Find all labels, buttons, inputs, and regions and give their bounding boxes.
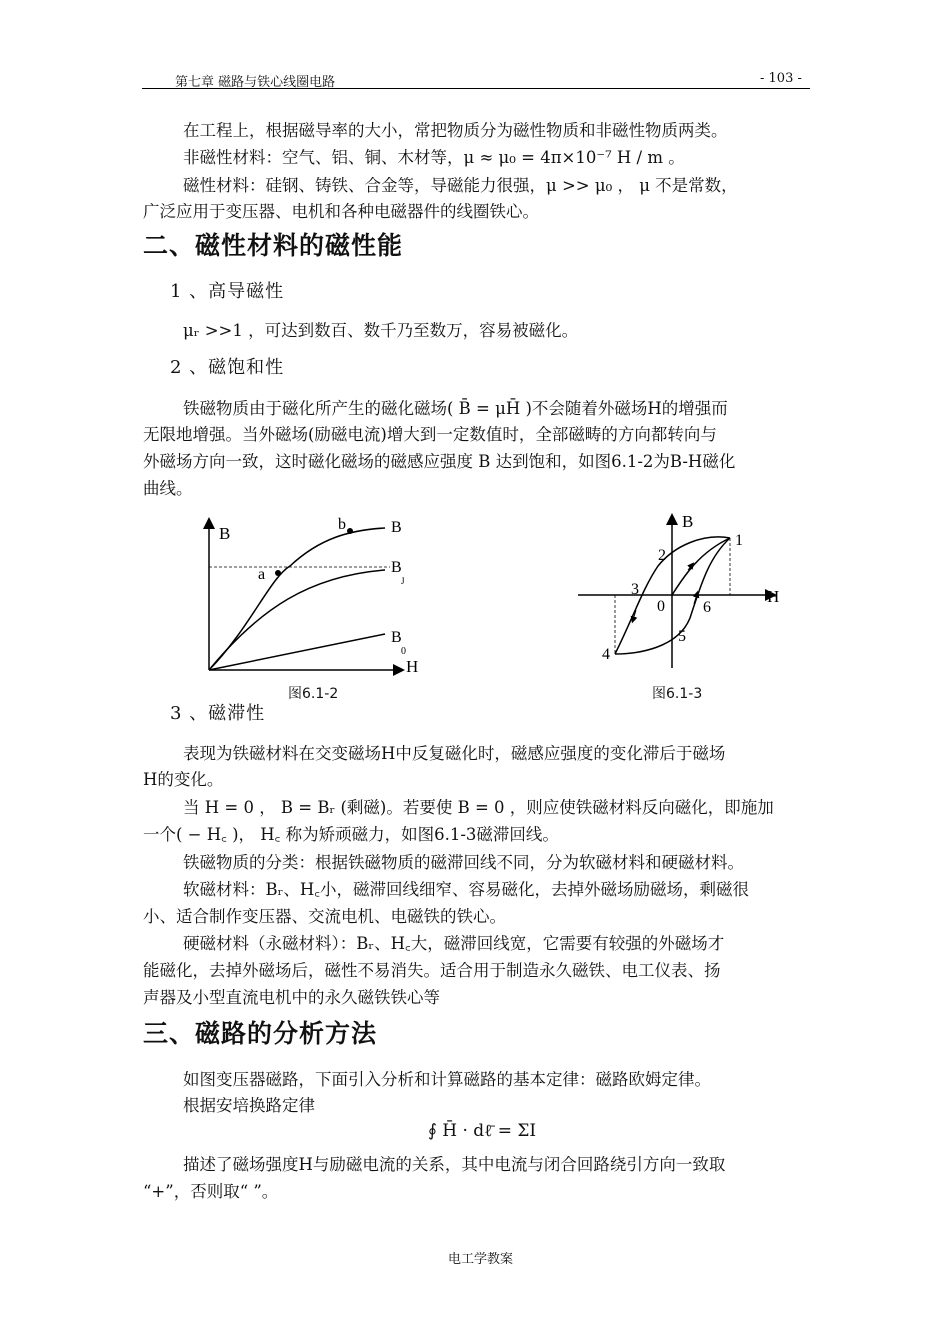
fig2-point-0: 0: [657, 598, 665, 615]
fig1-label-btop: B: [391, 519, 402, 536]
page-footer: 电工学教案: [448, 1252, 514, 1267]
fig1-label-bj-sub: J: [401, 576, 405, 586]
item-2-heading: 2 、磁饱和性: [170, 357, 285, 378]
fig1-curve-bj: [209, 570, 385, 670]
fig1-point-a: [275, 570, 281, 576]
item-3-line-7: 小、适合制作变压器、交流电机、电磁铁的铁心。: [143, 907, 506, 926]
item-1-heading: 1 、高导磁性: [170, 281, 285, 302]
figure-caption-6-1-3: 图6.1-3: [652, 686, 703, 702]
item-3-heading: 3 、磁滞性: [170, 703, 266, 724]
section-3-line-3: 描述了磁场强度H与励磁电流的关系，其中电流与闭合回路绕引方向一致取: [183, 1155, 726, 1174]
running-header-chapter: 第七章 磁路与铁心线圈电路: [175, 75, 336, 90]
item-3-line-1: 表现为铁磁材料在交变磁场H中反复磁化时，磁感应强度的变化滞后于磁场: [183, 744, 726, 763]
fig2-point-5: 5: [678, 628, 686, 645]
fig2-point-6: 6: [703, 599, 711, 616]
running-header-page-number: - 103 -: [760, 71, 802, 86]
item-2-line-3: 外磁场方向一致，这时磁化磁场的磁感应强度 B 达到饱和，如图6.1-2为B-H磁化: [143, 452, 736, 471]
item-2-line-1: 铁磁物质由于磁化所产生的磁化磁场( B̄ = μH̄ )不会随着外磁场H的增强而: [183, 399, 728, 418]
item-3-line-2: H的变化。: [143, 770, 224, 789]
section-2-heading: 二、磁性材料的磁性能: [143, 231, 404, 260]
section-3-heading: 三、磁路的分析方法: [143, 1019, 378, 1048]
fig1-label-a: a: [258, 566, 266, 583]
section-3-line-2: 根据安培换路定律: [183, 1096, 315, 1115]
fig2-y-label: B: [682, 512, 694, 531]
fig2-point-1: 1: [735, 532, 743, 549]
header-rule: [142, 88, 810, 89]
item-3-line-5: 铁磁物质的分类：根据铁磁物质的磁滞回线不同，分为软磁材料和硬磁材料。: [183, 853, 744, 872]
ampere-circuital-formula: ∮ H̄ · dℓ̄ = ΣI: [428, 1121, 537, 1141]
fig1-label-b: b: [338, 516, 346, 533]
section-3-line-1: 如图变压器磁路，下面引入分析和计算磁路的基本定律：磁路欧姆定律。: [183, 1070, 711, 1089]
paragraph-magnetic-2: 广泛应用于变压器、电机和各种电磁器件的线圈铁心。: [143, 202, 539, 221]
fig2-point-4: 4: [602, 646, 610, 663]
paragraph-intro: 在工程上，根据磁导率的大小，常把物质分为磁性物质和非磁性物质两类。: [183, 121, 728, 140]
item-3-line-8: 硬磁材料（永磁材料）：Bᵣ、H꜀大，磁滞回线宽，它需要有较强的外磁场才: [183, 934, 725, 953]
item-3-line-6: 软磁材料：Bᵣ、H꜀小，磁滞回线细窄、容易磁化，去掉外磁场励磁场，剩磁很: [183, 880, 749, 899]
item-3-line-10: 声器及小型直流电机中的永久磁铁铁心等: [143, 988, 440, 1007]
fig2-point-2: 2: [658, 547, 666, 564]
fig1-label-b0: B: [391, 629, 402, 646]
fig1-curve-b: [209, 528, 385, 670]
fig1-point-b: [347, 528, 353, 534]
item-3-line-3: 当 H = 0 ， B = Bᵣ (剩磁)。若要使 B = 0 ，则应使铁磁材料反向磁化，即施加: [183, 798, 774, 817]
section-3-line-4: “+”，否则取“ ”。: [143, 1182, 279, 1201]
item-1-text: μᵣ >>1 ，可达到数百、数千乃至数万，容易被磁化。: [183, 321, 579, 340]
paragraph-magnetic-1: 磁性材料：硅钢、铸铁、合金等，导磁能力很强，μ >> μ₀ ， μ 不是常数，: [183, 176, 738, 195]
fig1-x-label: H: [406, 657, 419, 676]
item-2-line-2: 无限地增强。当外磁场(励磁电流)增大到一定数值时，全部磁畴的方向都转向与: [143, 425, 717, 444]
item-2-line-4: 曲线。: [143, 479, 193, 498]
figure-bh-magnetization-curve: [190, 508, 440, 683]
fig1-label-bj: B: [391, 559, 402, 576]
fig2-x-label: H: [767, 587, 780, 606]
paragraph-nonmagnetic: 非磁性材料：空气、铝、铜、木材等，μ ≈ μ₀ = 4π×10⁻⁷ H / m 。: [183, 148, 685, 167]
fig1-y-label: B: [219, 524, 231, 543]
fig1-label-b0-sub: 0: [401, 646, 406, 657]
figure-caption-6-1-2: 图6.1-2: [288, 686, 339, 702]
item-3-line-9: 能磁化，去掉外磁场后，磁性不易消失。适合用于制造永久磁铁、电工仪表、扬: [143, 961, 721, 980]
item-3-line-4: 一个( − H꜀ )， H꜀ 称为矫顽磁力，如图6.1-3磁滞回线。: [143, 825, 559, 844]
fig2-point-3: 3: [631, 581, 639, 598]
figure-hysteresis-loop: [578, 508, 788, 676]
